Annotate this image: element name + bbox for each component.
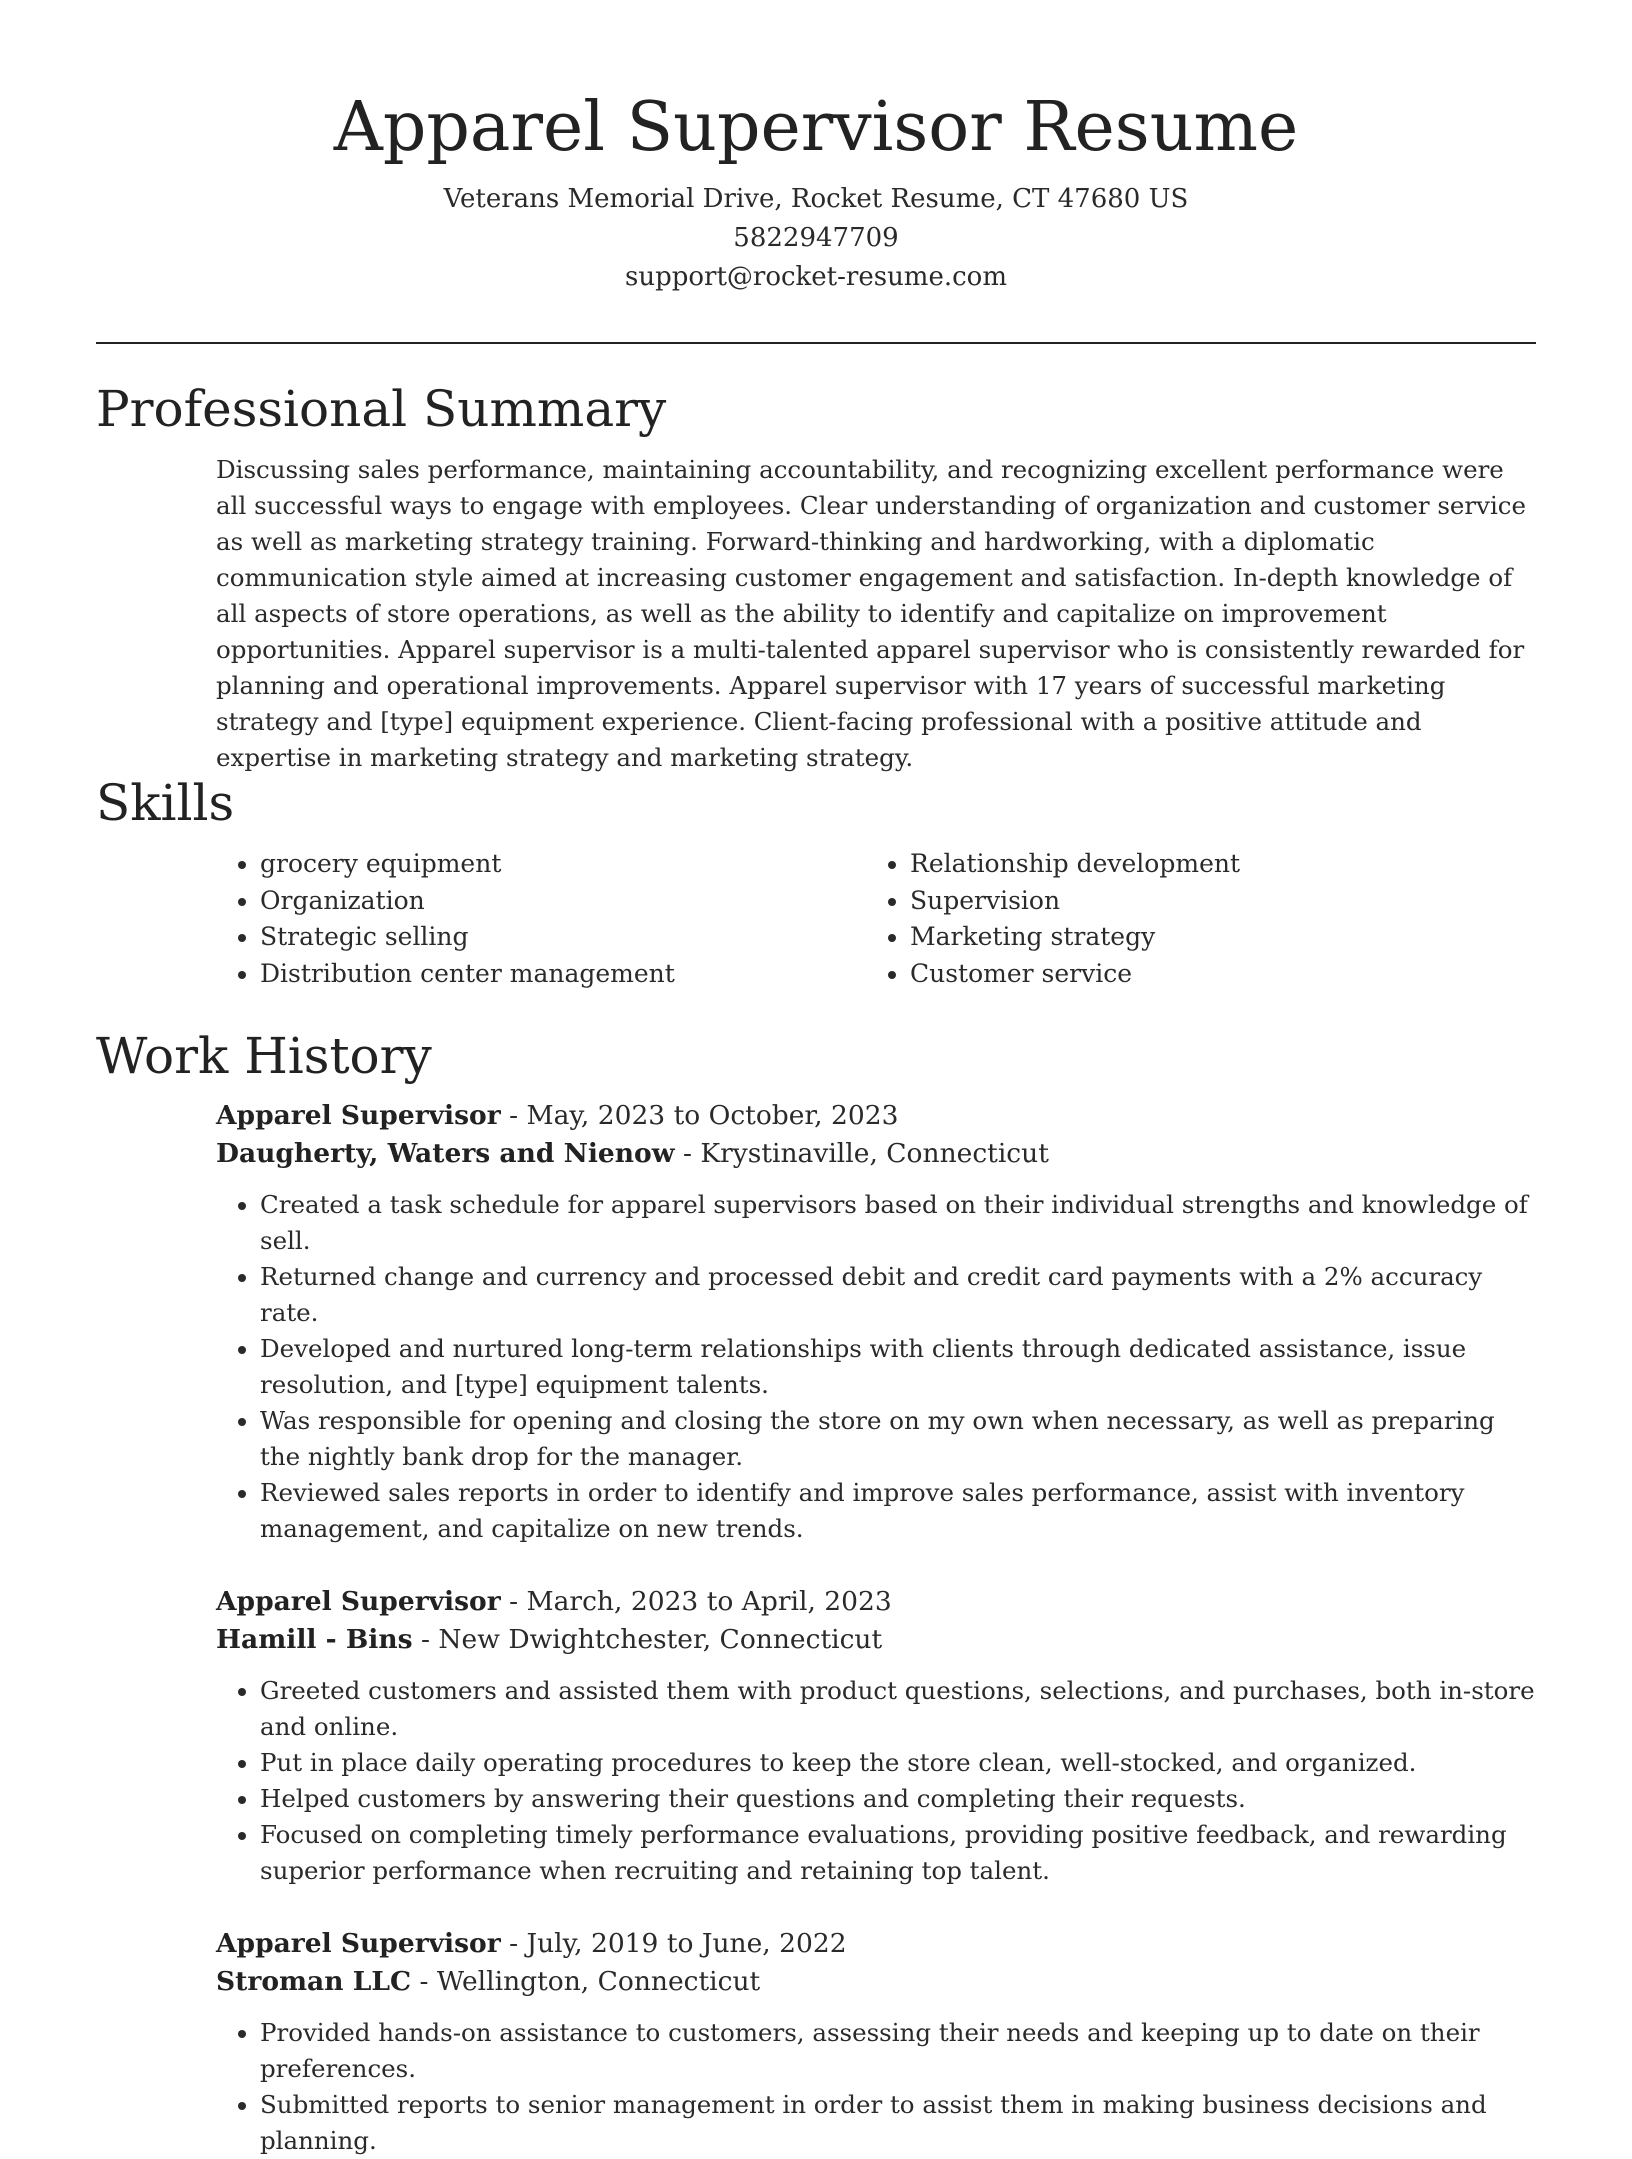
job-company: Hamill - Bins bbox=[216, 1624, 413, 1655]
job-company: Daugherty, Waters and Nienow bbox=[216, 1138, 675, 1169]
skill-item: • Relationship development bbox=[910, 846, 1516, 883]
skill-item: • Marketing strategy bbox=[910, 919, 1516, 956]
job-bullet: • Developed and nurtured long-term relationships with clients through dedicated assistance, issue resolution, and [type] equipment talents. bbox=[260, 1331, 1536, 1403]
contact-phone: 5822947709 bbox=[733, 223, 899, 253]
job-bullet: • Returned change and currency and processed debit and credit card payments with a 2% accuracy rate. bbox=[260, 1259, 1536, 1331]
job-company-line bbox=[216, 1963, 1536, 2001]
header-divider bbox=[96, 342, 1536, 344]
job-entry bbox=[216, 1097, 1536, 1547]
job-bullet-list bbox=[216, 1673, 1536, 1889]
job-title-line bbox=[216, 1583, 1536, 1621]
job-company-line bbox=[216, 1621, 1536, 1659]
job-position: Apparel Supervisor bbox=[216, 1586, 501, 1617]
job-bullet-list bbox=[216, 1187, 1536, 1547]
summary-heading: Professional Summary bbox=[96, 380, 667, 438]
summary-section bbox=[96, 378, 1536, 776]
skills-heading: Skills bbox=[96, 774, 235, 832]
job-company-line bbox=[216, 1135, 1536, 1173]
resume-header bbox=[0, 0, 1632, 297]
skills-left-list bbox=[216, 846, 866, 992]
job-location: - New Dwightchester, Connecticut bbox=[412, 1624, 883, 1655]
skill-item: • Distribution center management bbox=[260, 956, 866, 993]
resume-title: Apparel Supervisor Resume bbox=[333, 88, 1299, 167]
job-dates: - July, 2019 to June, 2022 bbox=[500, 1928, 847, 1959]
job-bullet: • Helped customers by answering their questions and completing their requests. bbox=[260, 1781, 1536, 1817]
work-history-heading: Work History bbox=[96, 1027, 432, 1085]
job-title-line bbox=[216, 1097, 1536, 1135]
job-bullet: • Focused on completing timely performance evaluations, providing positive feedback, and rewarding superior performance when recruiting and retaining top talent. bbox=[260, 1817, 1536, 1889]
summary-text: Discussing sales performance, maintaining accountability, and recognizing excellent performance were all successful ways to engage with employees. Clear understanding of organization and customer service as well as marketing strategy training. Forward-thinking and hardworking, with a diplomatic communication style aimed at increasing customer engagement and satisfaction. In-depth knowledge of all aspects of store operations, as well as the ability to identify and capitalize on improvement opportunities. Apparel supervisor is a multi-talented apparel supervisor who is consistently rewarded for planning and operational improvements. Apparel supervisor with 17 years of successful marketing strategy and [type] equipment experience. Client-facing professional with a positive attitude and expertise in marketing strategy and marketing strategy. bbox=[216, 455, 1527, 772]
skill-item: • Strategic selling bbox=[260, 919, 866, 956]
job-company: Stroman LLC bbox=[216, 1966, 412, 1997]
job-bullet: • Submitted reports to senior management in order to assist them in making business decisions and planning. bbox=[260, 2087, 1536, 2159]
job-bullet: • Was responsible for opening and closing the store on my own when necessary, as well as preparing the nightly bank drop for the manager. bbox=[260, 1403, 1536, 1475]
work-history-section bbox=[96, 1025, 1536, 2159]
skills-grid bbox=[216, 846, 1536, 992]
job-location: - Krystinaville, Connecticut bbox=[674, 1138, 1049, 1169]
contact-block bbox=[0, 180, 1632, 297]
job-location: - Wellington, Connecticut bbox=[411, 1966, 761, 1997]
job-bullet: • Provided hands-on assistance to customers, assessing their needs and keeping up to date on their preferences. bbox=[260, 2015, 1536, 2087]
job-dates: - March, 2023 to April, 2023 bbox=[500, 1586, 892, 1617]
job-dates: - May, 2023 to October, 2023 bbox=[500, 1100, 899, 1131]
job-entry bbox=[216, 1925, 1536, 2159]
job-bullet-list bbox=[216, 2015, 1536, 2159]
job-entry bbox=[216, 1583, 1536, 1889]
job-bullet: • Put in place daily operating procedures to keep the store clean, well-stocked, and organized. bbox=[260, 1745, 1536, 1781]
skill-item: • Supervision bbox=[910, 883, 1516, 920]
job-bullet: • Created a task schedule for apparel supervisors based on their individual strengths and knowledge of sell. bbox=[260, 1187, 1536, 1259]
job-position: Apparel Supervisor bbox=[216, 1100, 501, 1131]
job-bullet: • Reviewed sales reports in order to identify and improve sales performance, assist with inventory management, and capitalize on new trends. bbox=[260, 1475, 1536, 1547]
skill-item: • grocery equipment bbox=[260, 846, 866, 883]
job-title-line bbox=[216, 1925, 1536, 1963]
job-bullet: • Greeted customers and assisted them with product questions, selections, and purchases, both in-store and online. bbox=[260, 1673, 1536, 1745]
contact-email: support@rocket-resume.com bbox=[624, 262, 1007, 292]
contact-address: Veterans Memorial Drive, Rocket Resume, CT 47680 US bbox=[443, 184, 1189, 214]
skills-right-list bbox=[866, 846, 1516, 992]
skill-item: • Organization bbox=[260, 883, 866, 920]
skills-section bbox=[96, 772, 1536, 992]
job-position: Apparel Supervisor bbox=[216, 1928, 501, 1959]
skill-item: • Customer service bbox=[910, 956, 1516, 993]
